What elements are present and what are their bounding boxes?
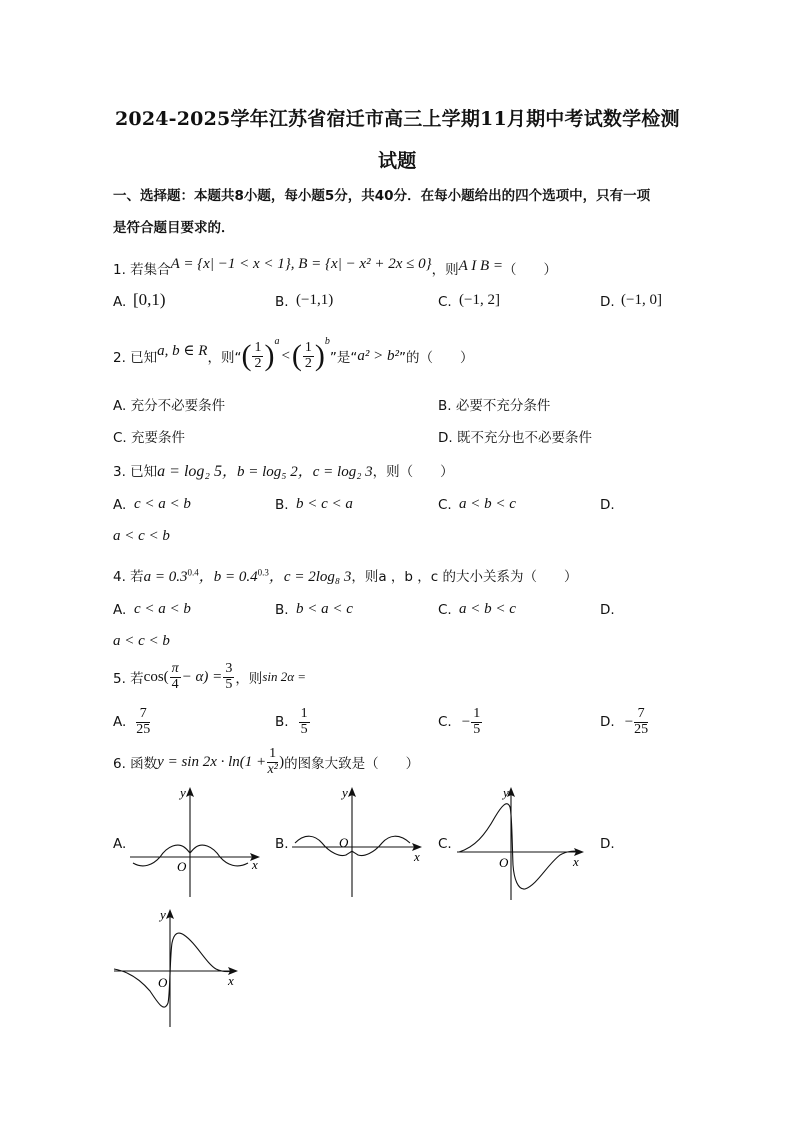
q6-c-axis-y: y xyxy=(503,785,509,800)
q3-prefix: 3. 已知 xyxy=(113,464,158,480)
q6-func: y = sin 2x · ln(1 + xyxy=(157,753,267,770)
q1-option-d-label: D. xyxy=(600,294,615,310)
q4-a: a = 0.3 xyxy=(143,569,188,585)
q1-option-d: (−1, 0] xyxy=(621,292,662,308)
question-1 xyxy=(113,258,557,279)
section-header-cont: 是符合题目要求的． xyxy=(113,220,235,236)
section-header: 一、选择题：本题共8小题，每小题5分，共40分．在每小题给出的四个选项中，只有一项 xyxy=(113,188,651,204)
q5-d-num: 7 xyxy=(634,707,648,723)
q2-vars: a, b ∈ R xyxy=(157,342,208,359)
q2-frac2-den: 2 xyxy=(304,355,312,371)
q4-prefix: 4. 若 xyxy=(113,569,144,585)
q6-suffix: 的图象大致是（ ） xyxy=(284,756,420,772)
q2-option-b: B. 必要不充分条件 xyxy=(438,398,551,414)
q6-c-origin: O xyxy=(499,855,509,870)
q6-graph-a xyxy=(128,785,263,900)
q6-b-axis-x: x xyxy=(414,849,420,864)
q6-option-a-label: A. xyxy=(113,836,127,852)
q6-d-origin: O xyxy=(158,975,168,990)
q4-c: ，c = 2log₈ 3 xyxy=(268,569,352,585)
q2-prefix: 2. 已知 xyxy=(113,350,158,366)
q6-a-axis-x: x xyxy=(252,857,258,872)
q6-graph-b xyxy=(290,785,425,900)
page-title-line2: 试题 xyxy=(378,150,417,172)
q5-pi: π xyxy=(171,660,179,676)
q3-c: ，c = log₂ 3 xyxy=(297,464,373,480)
q5-cos: cos( xyxy=(143,668,169,685)
q5-suffix: ，则 xyxy=(235,671,263,687)
q6-option-d-label: D. xyxy=(600,836,615,852)
q5-a-den: 25 xyxy=(136,721,151,737)
q1-set-a: A = {x| −1 < x < 1} xyxy=(170,256,291,272)
q2-suffix: ”的（ ） xyxy=(399,350,474,366)
q4-option-d-label: D. xyxy=(600,602,615,618)
q3-a: a = log₂ 5 xyxy=(157,463,222,480)
q2-frac2-num: 1 xyxy=(304,339,312,355)
q1-suffix: ，则 xyxy=(431,262,459,278)
q2-exp-a: a xyxy=(274,336,280,347)
q4-b: ，b = 0.4 xyxy=(198,569,258,585)
q5-c-den: 5 xyxy=(473,721,481,737)
q3-option-a-label: A. xyxy=(113,497,127,513)
q6-option-c-label: C. xyxy=(438,836,452,852)
q5-option-a-row xyxy=(113,704,151,740)
q1-option-b-label: B. xyxy=(275,294,289,310)
q1-option-a: [0,1) xyxy=(133,290,166,309)
q5-a-num: 7 xyxy=(136,707,150,723)
q3-option-d-label: D. xyxy=(600,497,615,513)
q2-option-d: D. 既不充分也不必要条件 xyxy=(438,430,592,446)
q4-suffix: ，则a ，b ，c 的大小关系为（ ） xyxy=(351,569,578,585)
q5-sin: sin 2α = xyxy=(262,669,307,684)
q5-d-minus: − xyxy=(624,713,634,730)
q1-option-a-label: A. xyxy=(113,294,127,310)
q4-option-a: c < a < b xyxy=(134,601,191,617)
q3-option-a: c < a < b xyxy=(134,496,191,512)
q6-close: ) xyxy=(279,753,285,770)
q1-prefix: 1. 若集合 xyxy=(113,262,171,278)
q5-three: 3 xyxy=(225,660,233,676)
q6-b-axis-y: y xyxy=(342,785,348,800)
q4-option-d: a < c < b xyxy=(113,633,170,649)
q6-d-axis-x: x xyxy=(228,973,234,988)
q2-mid2: ”是“ xyxy=(329,350,358,366)
q5-b-den: 5 xyxy=(300,721,308,737)
q6-a-axis-y: y xyxy=(180,785,186,800)
q5-four: 4 xyxy=(171,676,179,692)
q3-option-c-label: C. xyxy=(438,497,452,513)
question-5 xyxy=(113,656,306,698)
q6-prefix: 6. 函数 xyxy=(113,756,158,772)
q2-frac1-den: 2 xyxy=(254,355,262,371)
question-6 xyxy=(113,742,419,782)
q5-option-d-label: D. xyxy=(600,714,615,730)
q6-xsq: x² xyxy=(267,761,278,777)
q3-b: ，b = log₅ 2 xyxy=(221,464,298,480)
question-3 xyxy=(113,460,454,481)
q5-option-d-row xyxy=(600,704,649,740)
q5-alpha: − α) = xyxy=(181,668,223,685)
q4-b-exp: 0.3 xyxy=(257,567,269,578)
q6-graph-c xyxy=(455,785,590,903)
q2-frac1-num: 1 xyxy=(254,339,262,355)
q2-exp-b: b xyxy=(324,336,330,347)
q3-option-c: a < b < c xyxy=(459,496,516,512)
q6-a-origin: O xyxy=(177,859,187,874)
q4-option-c: a < b < c xyxy=(459,601,516,617)
q6-graph-d xyxy=(112,905,247,1030)
q6-c-axis-x: x xyxy=(573,854,579,869)
q2-cond2: a² > b² xyxy=(357,347,400,364)
q1-option-c: (−1, 2] xyxy=(459,292,500,308)
q6-d-axis-y: y xyxy=(160,907,166,922)
q6-option-b-label: B. xyxy=(275,836,289,852)
q5-b-num: 1 xyxy=(300,705,308,721)
q1-option-c-label: C. xyxy=(438,294,452,310)
q5-option-a-label: A. xyxy=(113,714,127,730)
q5-five: 5 xyxy=(225,676,233,692)
q4-option-c-label: C. xyxy=(438,602,452,618)
q5-option-c-row xyxy=(438,704,483,740)
q1-option-b: (−1,1) xyxy=(296,292,334,308)
q6-one: 1 xyxy=(269,745,277,761)
q4-option-a-label: A. xyxy=(113,602,127,618)
q3-option-d: a < c < b xyxy=(113,528,170,544)
q2-option-c: C. 充要条件 xyxy=(113,430,186,446)
question-4 xyxy=(113,565,577,586)
q5-option-b-label: B. xyxy=(275,714,289,730)
q5-option-b-row xyxy=(275,704,311,740)
q3-option-b: b < c < a xyxy=(296,496,353,512)
q6-b-origin: O xyxy=(339,835,349,850)
q1-paren: （ ） xyxy=(503,262,558,278)
page-title: 2024-2025学年江苏省宿迁市高三上学期11月期中考试数学检测 xyxy=(115,108,680,130)
q2-option-a: A. 充分不必要条件 xyxy=(113,398,226,414)
q4-a-exp: 0.4 xyxy=(187,567,199,578)
q2-mid1: ，则“ xyxy=(207,350,242,366)
q5-c-minus: − xyxy=(461,713,471,730)
q1-expr: A I B = xyxy=(458,258,504,274)
q5-prefix: 5. 若 xyxy=(113,671,144,687)
q2-lt: < xyxy=(281,347,290,364)
q5-option-c-label: C. xyxy=(438,714,452,730)
q5-c-num: 1 xyxy=(473,705,481,721)
q4-option-b-label: B. xyxy=(275,602,289,618)
question-2: 2. 已知 a, b ∈ R ，则“ ( $\frac{1}{2}$ ) $^a$ < ( $\frac{1}{2}$ ) $^b$ ”是“ a² > b² ”的（ ） xyxy=(113,336,474,372)
q3-suffix: ，则（ ） xyxy=(372,464,454,480)
q4-option-b: b < a < c xyxy=(296,601,353,617)
q1-set-b: , B = {x| − x² + 2x ≤ 0} xyxy=(290,256,432,272)
q5-d-den: 25 xyxy=(634,721,649,737)
q3-option-b-label: B. xyxy=(275,497,289,513)
